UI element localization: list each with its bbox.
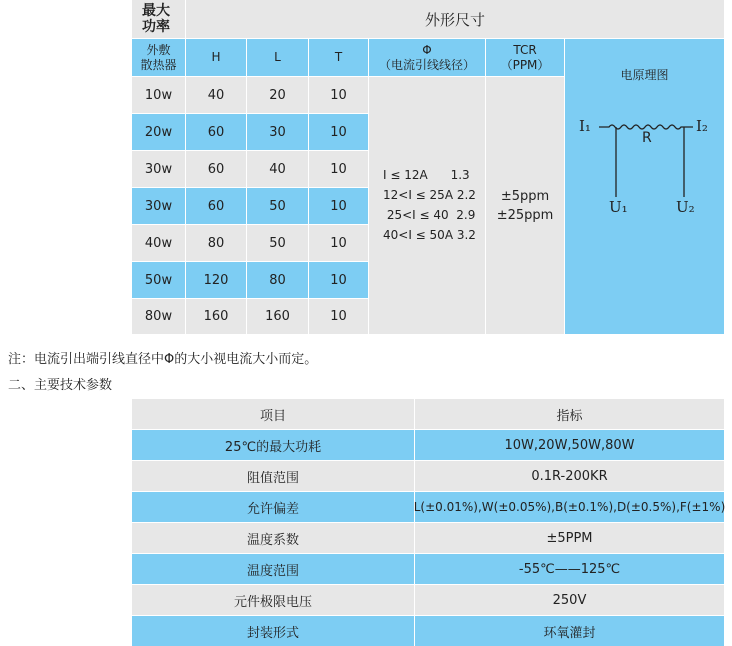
param-spec: 0.1R-200KR [415, 461, 724, 491]
item-header: 项目 [132, 399, 414, 429]
param-item: 阻值范围 [132, 461, 414, 491]
phi-header: Φ （电流引线线径） [369, 39, 485, 76]
param-spec: ±5PPM [415, 523, 724, 553]
l-cell: 50 [247, 225, 308, 261]
t-header: T [309, 39, 368, 76]
t-cell: 10 [309, 114, 368, 150]
power-cell: 30w [132, 151, 185, 187]
u2-label: U₂ [676, 198, 695, 216]
t-cell: 10 [309, 188, 368, 224]
dimension-note: 注：电流引出端引线直径中Φ的大小视电流大小而定。 [8, 352, 318, 367]
tcr-header: TCR （PPM） [486, 39, 564, 76]
h-cell: 60 [186, 151, 246, 187]
schematic-cell [565, 39, 724, 334]
h-cell: 160 [186, 299, 246, 334]
h-cell: 120 [186, 262, 246, 298]
tcr-cell [486, 77, 564, 334]
l-cell: 20 [247, 77, 308, 113]
t-cell: 10 [309, 299, 368, 334]
power-cell: 10w [132, 77, 185, 113]
h-header: H [186, 39, 246, 76]
u1-label: U₁ [609, 198, 628, 216]
spec-header: 指标 [415, 399, 724, 429]
param-item: 温度范围 [132, 554, 414, 584]
phi-line: 25<I ≤ 40 2.9 [383, 208, 476, 222]
l-cell: 50 [247, 188, 308, 224]
param-item: 25℃的最大功耗 [132, 430, 414, 460]
h-cell: 60 [186, 114, 246, 150]
power-cell: 80w [132, 299, 185, 334]
param-spec: 250V [415, 585, 724, 615]
resistor-wire [599, 125, 693, 129]
l-cell: 80 [247, 262, 308, 298]
power-cell: 40w [132, 225, 185, 261]
l-header: L [247, 39, 308, 76]
param-spec: -55℃——125℃ [415, 554, 724, 584]
t-cell: 10 [309, 225, 368, 261]
schematic-title: 电原理图 [620, 68, 669, 82]
power-cell: 30w [132, 188, 185, 224]
phi-values [369, 168, 485, 243]
phi-line: I ≤ 12A 1.3 [383, 168, 470, 182]
l-cell: 40 [247, 151, 308, 187]
section-title: 二、主要技术参数 [8, 378, 113, 393]
param-item: 温度系数 [132, 523, 414, 553]
tcr-value: ±25ppm [496, 207, 554, 223]
l-cell: 30 [247, 114, 308, 150]
r-label: R [642, 130, 652, 146]
param-spec: 环氧灌封 [415, 616, 724, 646]
t-cell: 10 [309, 151, 368, 187]
i2-label: I₂ [696, 117, 708, 135]
t-cell: 10 [309, 262, 368, 298]
power-cell: 50w [132, 262, 185, 298]
t-cell: 10 [309, 77, 368, 113]
tcr-value: ±5ppm [500, 188, 550, 204]
param-item: 封装形式 [132, 616, 414, 646]
param-spec: 10W,20W,50W,80W [415, 430, 724, 460]
power-cell: 20w [132, 114, 185, 150]
heatsink-header: 外敷 散热器 [132, 39, 185, 76]
phi-line: 40<I ≤ 50A 3.2 [383, 228, 476, 242]
l-cell: 160 [247, 299, 308, 334]
h-cell: 80 [186, 225, 246, 261]
param-item: 元件极限电压 [132, 585, 414, 615]
phi-cell [369, 77, 485, 334]
h-cell: 60 [186, 188, 246, 224]
max-power-header: 最大 功率 [132, 0, 185, 38]
dimensions-title: 外形尺寸 [186, 0, 724, 38]
phi-line: 12<I ≤ 25A 2.2 [383, 188, 476, 202]
param-spec: L(±0.01%),W(±0.05%),B(±0.1%),D(±0.5%),F(±1%) [415, 492, 724, 522]
i1-label: I₁ [579, 117, 591, 135]
param-item: 允许偏差 [132, 492, 414, 522]
h-cell: 40 [186, 77, 246, 113]
circuit-diagram [565, 39, 724, 334]
